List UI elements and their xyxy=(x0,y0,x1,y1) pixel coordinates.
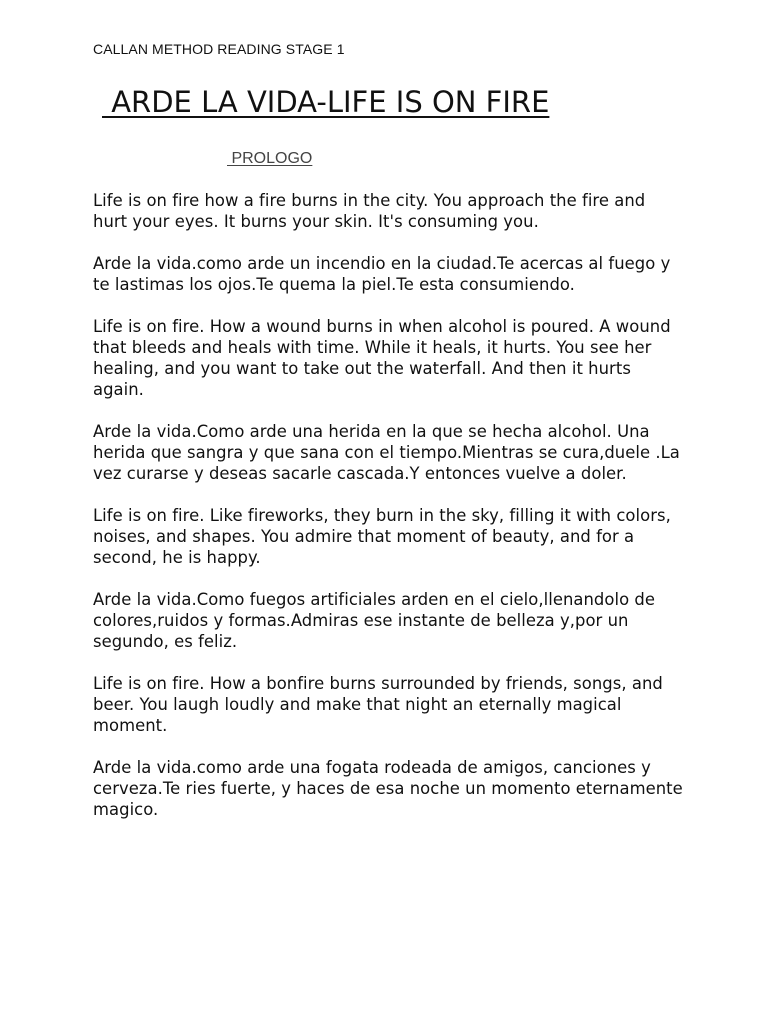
paragraph-3-spanish: Arde la vida.Como fuegos artificiales arden en el cielo,llenandolo de colores,ruidos y formas.Admiras ese instante de belleza y,por un segundo, es feliz. xyxy=(93,590,655,651)
document-body xyxy=(93,190,683,841)
paragraph-3-english: Life is on fire. Like fireworks, they burn in the sky, filling it with colors, noises, and shapes. You admire that moment of beauty, and for a second, he is happy. xyxy=(93,506,671,567)
paragraph-1-english: Life is on fire how a fire burns in the city. You approach the fire and hurt your eyes. It burns your skin. It's consuming you. xyxy=(93,191,646,231)
paragraph-4-spanish: Arde la vida.como arde una fogata rodeada de amigos, canciones y cerveza.Te ries fuerte, y haces de esa noche un momento eternamente magico. xyxy=(93,758,683,819)
course-header: CALLAN METHOD READING STAGE 1 xyxy=(93,41,345,57)
paragraph-1-spanish: Arde la vida.como arde un incendio en la ciudad.Te acercas al fuego y te lastimas los ojos.Te quema la piel.Te esta consumiendo. xyxy=(93,254,671,294)
paragraph-2-english: Life is on fire. How a wound burns in when alcohol is poured. A wound that bleeds and heals with time. While it heals, it hurts. You see her healing, and you want to take out the waterfall. And then it hurts again. xyxy=(93,317,671,399)
paragraph-2-spanish: Arde la vida.Como arde una herida en la que se hecha alcohol. Una herida que sangra y que sana con el tiempo.Mientras se cura,duele .La vez curarse y deseas sacarle cascada.Y entonces vuelve a doler. xyxy=(93,422,680,483)
document-title: ARDE LA VIDA-LIFE IS ON FIRE xyxy=(102,85,550,119)
paragraph-4-english: Life is on fire. How a bonfire burns surrounded by friends, songs, and beer. You laugh loudly and make that night an eternally magical moment. xyxy=(93,674,663,735)
section-title-prologo: PROLOGO xyxy=(227,150,313,167)
